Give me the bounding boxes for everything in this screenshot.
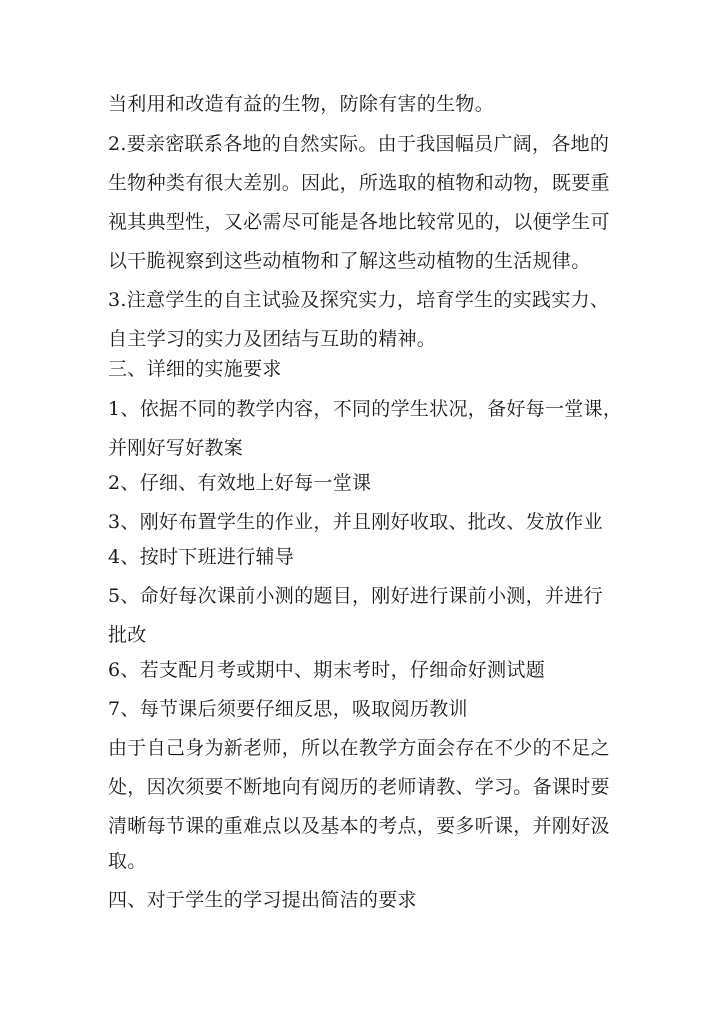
text-line: 生物种类有很大差别。因此，所选取的植物和动物，既要重: [108, 172, 610, 194]
text-line: 批改: [108, 624, 147, 646]
text-line: 自主学习的实力及团结与互助的精神。: [108, 328, 437, 350]
list-item: 6、若支配月考或期中、期末考时，仔细命好测试题: [108, 659, 545, 681]
list-item: 2、仔细、有效地上好每一堂课: [108, 472, 372, 494]
list-item: 3、刚好布置学生的作业，并且刚好收取、批改、发放作业: [108, 511, 603, 533]
text-line: 清晰每节课的重难点以及基本的考点，要多听课，并刚好汲: [108, 815, 610, 837]
list-item: 5、命好每次课前小测的题目，刚好进行课前小测，并进行: [108, 585, 603, 607]
text-line: 由于自己身为新老师，所以在教学方面会存在不少的不足之: [108, 737, 610, 759]
list-item: 7、每节课后须要仔细反思，吸取阅历教训: [108, 698, 468, 720]
list-item: 1、依据不同的教学内容，不同的学生状况，备好每一堂课，: [108, 398, 623, 420]
text-line: 取。: [108, 850, 147, 872]
section-heading: 四、对于学生的学习提出简洁的要求: [108, 889, 417, 911]
list-item: 4、按时下班进行辅导: [108, 546, 295, 568]
text-line: 处，因次须要不断地向有阅历的老师请教、学习。备课时要: [108, 776, 610, 798]
text-line: 2.要亲密联系各地的自然实际。由于我国幅员广阔，各地的: [108, 133, 610, 155]
text-line: 视其典型性，又必需尽可能是各地比较常见的，以便学生可: [108, 211, 610, 233]
section-heading: 三、详细的实施要求: [108, 358, 282, 380]
text-line: 并刚好写好教案: [108, 437, 244, 459]
text-line: 以干脆视察到这些动植物和了解这些动植物的生活规律。: [108, 250, 591, 272]
text-line: 3.注意学生的自主试验及探究实力，培育学生的实践实力、: [108, 289, 610, 311]
text-line: 当利用和改造有益的生物，防除有害的生物。: [108, 93, 495, 115]
